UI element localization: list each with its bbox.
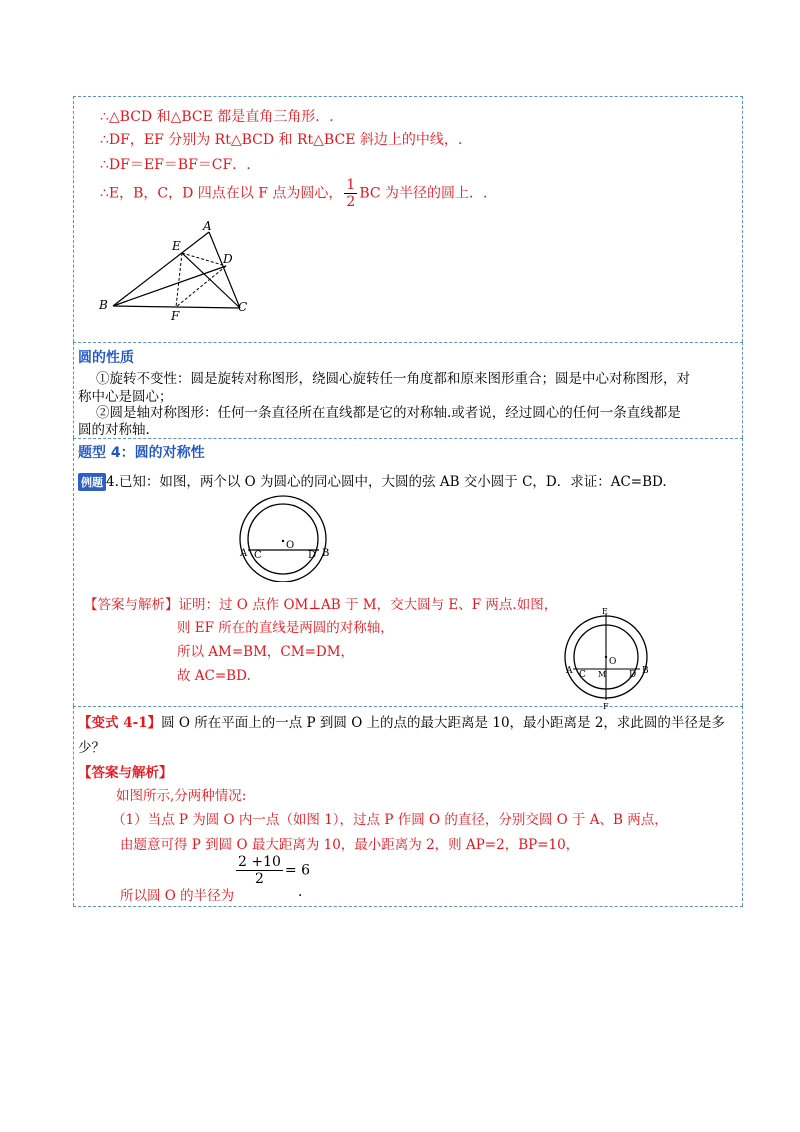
properties-title: 圆的性质 (78, 350, 134, 366)
fig2-label-D: D (629, 670, 637, 680)
divider-1 (73, 342, 743, 343)
radius-frac-den: 2 (254, 871, 264, 887)
label-C: C (238, 300, 248, 314)
example-tag: 例题 (78, 473, 106, 491)
properties-frame (73, 342, 743, 438)
property-1b: 称中心是圆心； (78, 389, 173, 405)
variant-label: 【变式 4-1】 (78, 715, 162, 731)
example-line (78, 470, 667, 491)
frac-den: 2 (346, 194, 356, 210)
fig2-label-O: O (609, 657, 617, 667)
bottom-border (73, 906, 743, 907)
answer2-line3: 由题意可得 P 到圆 O 最大距离为 10，最小距离为 2，则 AP=2，BP=10， (120, 837, 580, 853)
proof-line-4-text: ∴E，B，C，D 四点在以 F 点为圆心， (100, 185, 343, 202)
divider-2 (73, 438, 743, 439)
proof-line-3: ∴DF＝EF＝BF＝CF．. (100, 157, 251, 173)
topic-title: 题型 4：圆的对称性 (78, 445, 205, 461)
proof-line-4 (100, 178, 488, 209)
answer2-line1: 如图所示,分两种情况: (116, 788, 247, 804)
fig2-label-M: M (598, 670, 607, 679)
answer1-line4: 故 AC=BD. (177, 668, 251, 684)
triangle-figure (95, 215, 265, 325)
variant-line-a (78, 711, 725, 731)
label-F: F (171, 309, 180, 323)
circle-label-C: C (254, 550, 262, 561)
fig2-label-C: C (579, 670, 586, 680)
property-2b: 圆的对称轴. (78, 422, 150, 438)
label-B: B (99, 298, 108, 312)
circle-label-B: B (322, 548, 330, 559)
answer2-label: 【答案与解析】 (78, 765, 173, 781)
top-border (73, 96, 743, 97)
answer1-label: 【答案与解析】 (84, 597, 179, 613)
variant-text-a: 圆 O 所在平面上的一点 P 到圆 O 上的点的最大距离是 10，最小距离是 2，求此圆的半径是多 (161, 715, 725, 731)
answer1-text1: 证明：过 O 点作 OM⊥AB 于 M，交大圆与 E、F 两点.如图， (178, 597, 558, 613)
circle-label-O: O (286, 540, 295, 551)
proof-line-2: ∴DF，EF 分别为 Rt△BCD 和 Rt△BCE 斜边上的中线，. (100, 132, 463, 148)
symmetry-figure (564, 603, 654, 713)
answer2-line4-end: . (298, 884, 303, 900)
fig2-label-A: A (566, 666, 573, 676)
half-fraction (344, 178, 357, 209)
variant-frame (73, 706, 743, 906)
label-D: D (223, 252, 233, 266)
label-A: A (203, 219, 212, 233)
property-1a: ①旋转不变性：圆是旋转对称图形，绕圆心旋转任一角度都和原来图形重合；圆是中心对称图形，对 (96, 371, 690, 387)
answer2-line2: （1）当点 P 为圆 O 内一点（如图 1），过点 P 作圆 O 的直径，分别交圆 O 于 A、B 两点， (112, 812, 668, 828)
concentric-circles-figure (236, 492, 336, 582)
fig2-label-F: F (603, 702, 609, 711)
fig2-label-B: B (642, 666, 649, 676)
proof-line-1: ∴△BCD 和△BCE 都是直角三角形．. (100, 109, 334, 125)
variant-line-b: 少？ (78, 740, 105, 756)
radius-fraction (236, 855, 283, 886)
answer1-line2: 则 EF 所在的直线是两圆的对称轴， (177, 620, 394, 636)
radius-equals: = 6 (284, 862, 310, 879)
frac-num: 1 (346, 177, 356, 193)
circle-label-D: D (308, 550, 317, 561)
label-E: E (172, 239, 181, 253)
answer1-line1 (84, 593, 557, 613)
answer2-line4: 所以圆 O 的半径为 (120, 888, 235, 904)
property-2a: ②圆是轴对称图形：任何一条直径所在直线都是它的对称轴.或者说，经过圆心的任何一条直线都是 (96, 405, 681, 421)
example-text: 4.已知：如图，两个以 O 为圆心的同心圆中，大圆的弦 AB 交小圆于 C，D．求证：AC=BD. (106, 474, 667, 490)
proof-line-4-end: BC 为半径的圆上．. (359, 185, 488, 202)
answer1-line3: 所以 AM=BM，CM=DM， (177, 644, 355, 660)
fig2-label-E: E (602, 607, 608, 616)
answer2-fraction (234, 855, 310, 886)
radius-frac-num: 2 +10 (238, 854, 281, 870)
circle-label-A: A (240, 548, 248, 559)
